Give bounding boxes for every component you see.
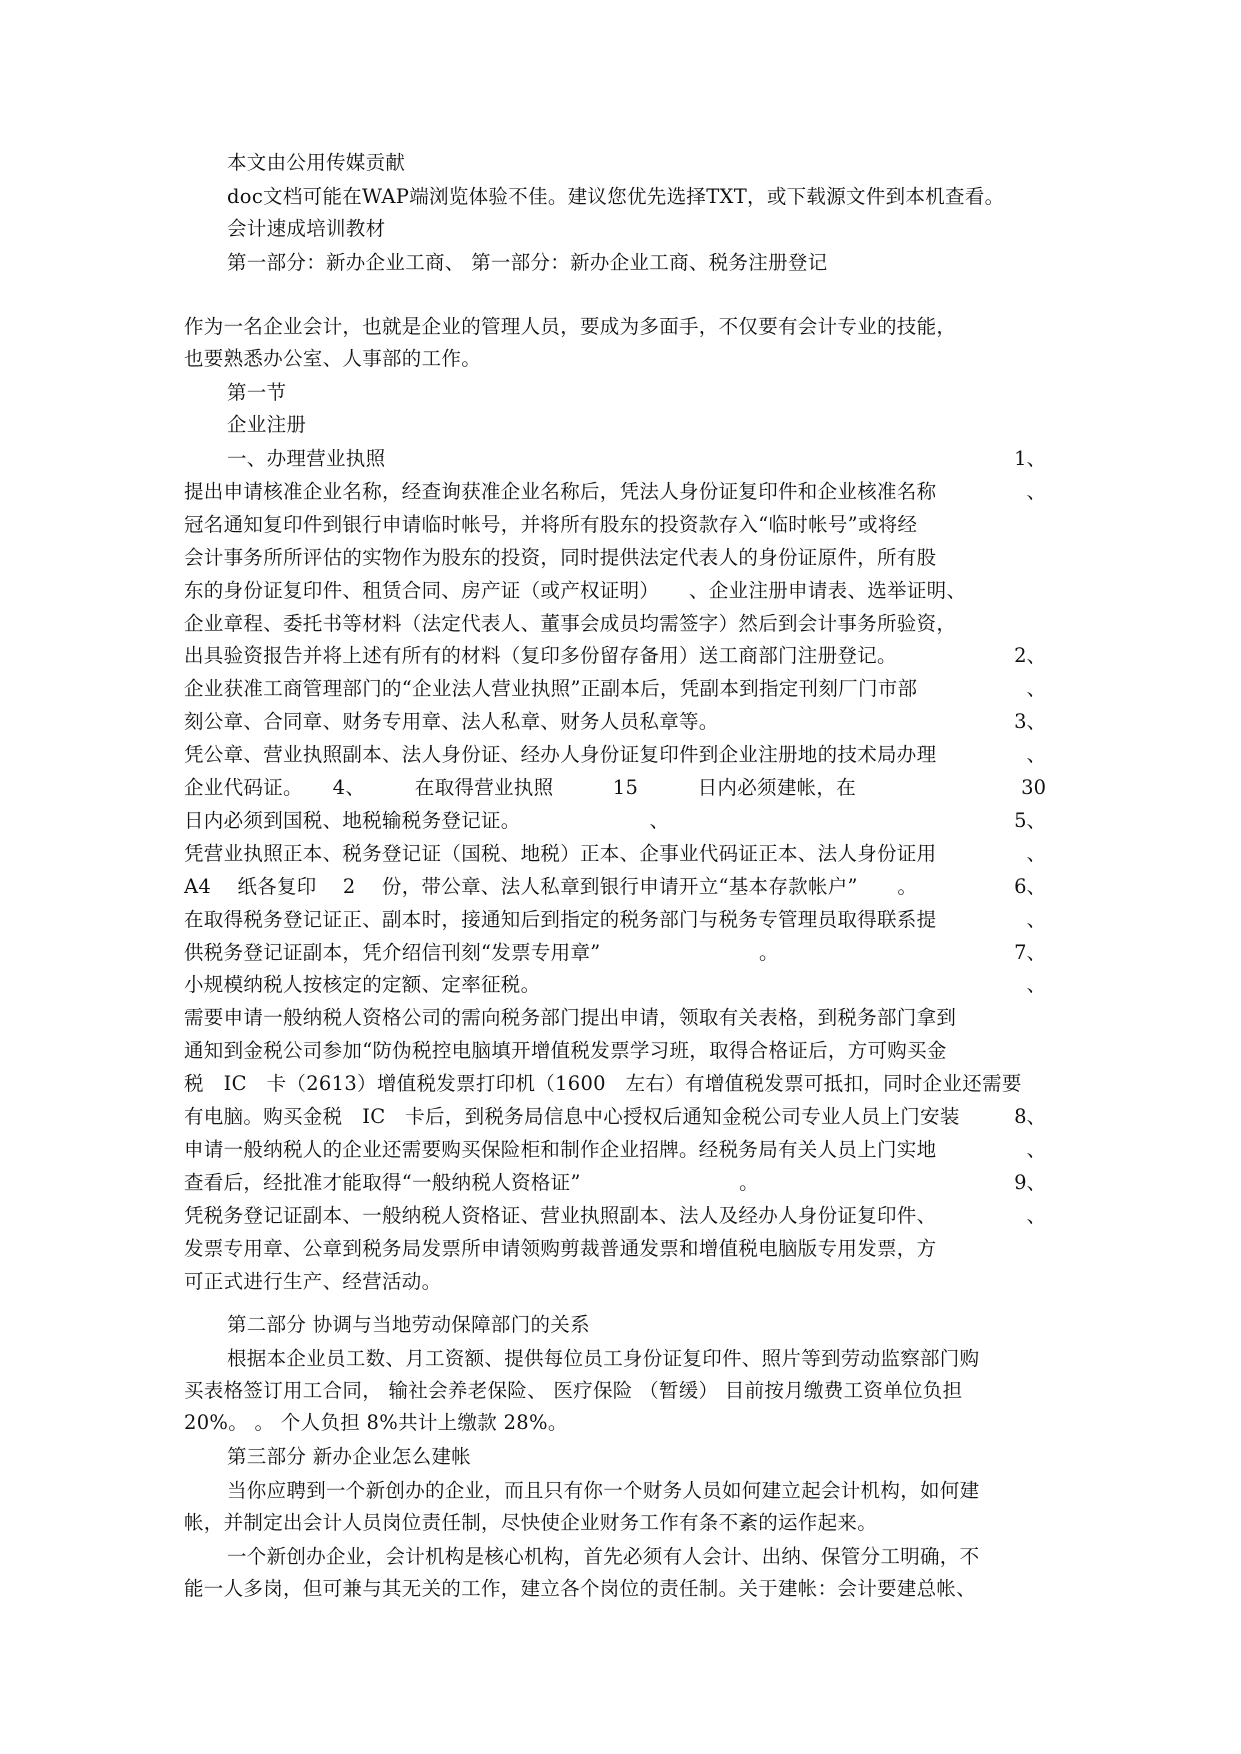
body-line: 东的身份证复印件、租赁合同、房产证（或产权证明） 、企业注册申请表、选举证明、 [184, 579, 967, 602]
line-number-marker: 3、 [1014, 710, 1046, 733]
body-line: 有电脑。购买金税 IC 卡后，到税务局信息中心授权后通知金税公司专业人员上门安装 [184, 1105, 960, 1128]
line-number-marker: 8、 [1014, 1105, 1046, 1128]
part-three-paragraph: 能一人多岗，但可兼与其无关的工作，建立各个岗位的责任制。关于建帐：会计要建总帐、 [184, 1577, 977, 1600]
body-line: 在取得税务登记证正、副本时，接通知后到指定的税务部门与税务专管理员取得联系提 [184, 908, 937, 931]
line-number-marker: 1、 [1014, 447, 1046, 470]
body-line: 供税务登记证副本，凭介绍信刊刻“发票专用章” 。 [184, 941, 779, 964]
subsection-heading: 一、办理营业执照 [227, 447, 386, 470]
body-line: 通知到金税公司参加“防伪税控电脑填开增值税发票学习班，取得合格证后，方可购买金 [184, 1039, 947, 1062]
section-name: 企业注册 [227, 413, 307, 436]
body-line: 税 IC 卡（2613）增值税发票打印机（1600 左右）有增值税发票可抵扣，同时企业还需要 [184, 1072, 1022, 1095]
body-line: 企业章程、委托书等材料（法定代表人、董事会成员均需签字）然后到会计事务所验资， [184, 612, 957, 635]
intro-line: 作为一名企业会计，也就是企业的管理人员，要成为多面手，不仅要有会计专业的技能， [184, 315, 957, 338]
body-line: 企业代码证。 4、 在取得营业执照 15 日内必须建帐，在 [184, 776, 857, 799]
body-line: 需要申请一般纳税人资格公司的需向税务部门提出申请，领取有关表格，到税务部门拿到 [184, 1006, 957, 1029]
body-line: 刻公章、合同章、财务专用章、法人私章、财务人员私章等。 [184, 710, 719, 733]
intro-line: 也要熟悉办公室、人事部的工作。 [184, 347, 482, 370]
line-number-marker: 、 [1026, 677, 1046, 700]
body-line: 可正式进行生产、经营活动。 [184, 1270, 442, 1293]
body-line: 冠名通知复印件到银行申请临时帐号，并将所有股东的投资款存入“临时帐号”或将经 [184, 513, 918, 536]
format-notice: doc文档可能在WAP端浏览体验不佳。建议您优先选择TXT，或下载源文件到本机查看。 [227, 185, 1005, 208]
line-number-marker: 、 [1026, 1204, 1046, 1227]
line-number-marker: 、 [1026, 842, 1046, 865]
line-number-marker: 2、 [1014, 644, 1046, 667]
part-one-title: 第一部分：新办企业工商、 第一部分：新办企业工商、税务注册登记 [227, 251, 828, 274]
document-title: 会计速成培训教材 [227, 217, 386, 240]
line-number-marker: 、 [1026, 1138, 1046, 1161]
contributor-line: 本文由公用传媒贡献 [227, 151, 406, 174]
part-two-paragraph: 买表格签订用工合同， 输社会养老保险、 医疗保险 （暂缓） 目前按月缴费工资单位负担 [184, 1379, 963, 1402]
line-number-marker: 30 [1021, 776, 1046, 799]
line-number-marker: 7、 [1014, 941, 1046, 964]
body-line: 查看后，经批准才能取得“一般纳税人资格证” 。 [184, 1171, 759, 1194]
part-three-paragraph: 当你应聘到一个新创办的企业，而且只有你一个财务人员如何建立起会计机构，如何建 [227, 1479, 980, 1502]
section-label: 第一节 [227, 381, 287, 404]
line-number-marker: 9、 [1014, 1171, 1046, 1194]
body-line: 凭公章、营业执照副本、法人身份证、经办人身份证复印件到企业注册地的技术局办理 [184, 743, 937, 766]
line-number-marker: 5、 [1014, 809, 1046, 832]
part-two-paragraph: 20%。 。 个人负担 8%共计上缴款 28%。 [184, 1411, 568, 1434]
part-three-paragraph: 一个新创办企业，会计机构是核心机构，首先必须有人会计、出纳、保管分工明确，不 [227, 1545, 980, 1568]
body-line: 发票专用章、公章到税务局发票所申请领购剪裁普通发票和增值税电脑版专用发票，方 [184, 1237, 937, 1260]
body-line: A4 纸各复印 2 份，带公章、法人私章到银行申请开立“基本存款帐户” 。 [184, 875, 918, 898]
part-two-title: 第二部分 协调与当地劳动保障部门的关系 [227, 1313, 590, 1336]
line-number-marker: 、 [1026, 973, 1046, 996]
line-number-marker: 、 [1026, 480, 1046, 503]
body-line: 会计事务所所评估的实物作为股东的投资，同时提供法定代表人的身份证原件，所有股 [184, 546, 937, 569]
part-three-title: 第三部分 新办企业怎么建帐 [227, 1445, 472, 1468]
line-number-marker: 6、 [1014, 875, 1046, 898]
part-three-paragraph: 帐，并制定出会计人员岗位责任制，尽快使企业财务工作有条不紊的运作起来。 [184, 1511, 878, 1534]
line-number-marker: 、 [1026, 743, 1046, 766]
body-line: 日内必须到国税、地税输税务登记证。 、 [184, 809, 670, 832]
body-line: 凭营业执照正本、税务登记证（国税、地税）正本、企事业代码证正本、法人身份证用 [184, 842, 937, 865]
body-line: 申请一般纳税人的企业还需要购买保险柜和制作企业招牌。经税务局有关人员上门实地 [184, 1138, 937, 1161]
body-line: 出具验资报告并将上述有所有的材料（复印多份留存备用）送工商部门注册登记。 [184, 644, 897, 667]
body-line: 小规模纳税人按核定的定额、定率征税。 [184, 973, 541, 996]
part-two-paragraph: 根据本企业员工数、月工资额、提供每位员工身份证复印件、照片等到劳动监察部门购 [227, 1347, 980, 1370]
line-number-marker: 、 [1026, 908, 1046, 931]
body-line: 凭税务登记证副本、一般纳税人资格证、营业执照副本、法人及经办人身份证复印件、 [184, 1204, 937, 1227]
body-line: 企业获准工商管理部门的“企业法人营业执照”正副本后，凭副本到指定刊刻厂门市部 [184, 677, 918, 700]
body-line: 提出申请核准企业名称，经查询获准企业名称后，凭法人身份证复印件和企业核准名称 [184, 480, 937, 503]
